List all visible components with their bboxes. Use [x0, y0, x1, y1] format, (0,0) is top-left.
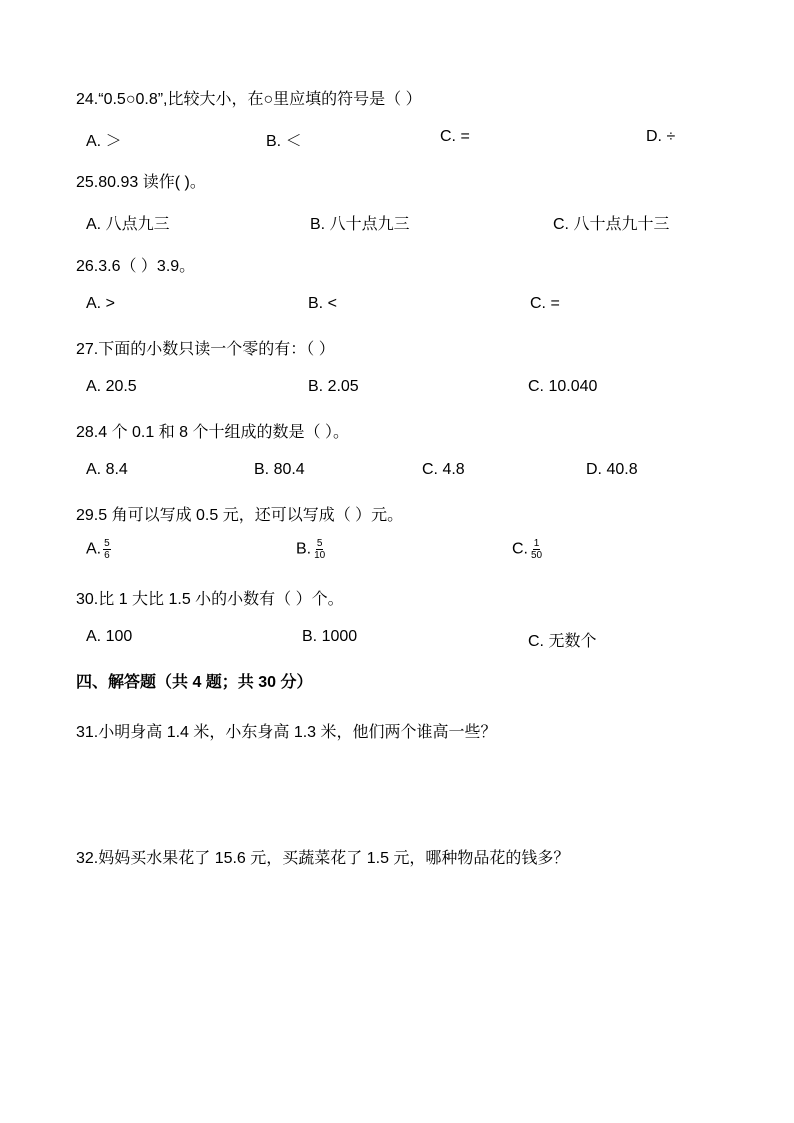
fraction-numerator: 5	[316, 538, 323, 549]
q29-option-a-label: A.	[86, 540, 102, 558]
question-30: 30.比 1 大比 1.5 小的小数有（ ）个。	[76, 591, 344, 608]
q28-option-a[interactable]: A. 8.4	[86, 461, 128, 478]
q29-option-c[interactable]	[512, 538, 543, 561]
question-26: 26.3.6（ ）3.9。	[76, 258, 196, 275]
fraction-numerator: 1	[533, 538, 540, 549]
q29-option-b[interactable]	[296, 538, 326, 561]
q25-option-c[interactable]: C. 八十点九十三	[553, 216, 670, 233]
q27-option-c[interactable]: C. 10.040	[528, 378, 598, 395]
question-27: 27.下面的小数只读一个零的有：（ ）	[76, 341, 335, 358]
q26-option-a[interactable]: A. >	[86, 295, 115, 312]
q24-option-a[interactable]: A. ＞	[86, 133, 122, 150]
q27-option-a[interactable]: A. 20.5	[86, 378, 137, 395]
q28-option-d[interactable]: D. 40.8	[586, 461, 638, 478]
q29-option-c-label: C.	[512, 540, 528, 558]
question-29: 29.5 角可以写成 0.5 元，还可以写成（ ）元。	[76, 507, 404, 524]
q28-option-c[interactable]: C. 4.8	[422, 461, 465, 478]
q27-option-b[interactable]: B. 2.05	[308, 378, 359, 395]
q28-option-b[interactable]: B. 80.4	[254, 461, 305, 478]
q30-option-a[interactable]: A. 100	[86, 628, 133, 645]
q24-option-d[interactable]: D. ÷	[646, 128, 676, 145]
fraction	[530, 538, 543, 561]
q25-option-b[interactable]: B. 八十点九三	[310, 216, 410, 233]
question-24: 24.“0.5○0.8”,比较大小，在○里应填的符号是（ ）	[76, 91, 422, 108]
q26-option-c[interactable]: C. =	[530, 295, 560, 312]
fraction	[313, 538, 326, 561]
fraction-numerator: 5	[104, 538, 110, 549]
q29-option-b-label: B.	[296, 540, 312, 558]
fraction-denominator: 10	[314, 550, 326, 561]
fraction-denominator: 6	[104, 550, 110, 561]
question-28: 28.4 个 0.1 和 8 个十组成的数是（ ）。	[76, 424, 349, 441]
q30-option-b[interactable]: B. 1000	[302, 628, 358, 645]
question-31: 31.小明身高 1.4 米，小东身高 1.3 米，他们两个谁高一些？	[76, 724, 497, 741]
fraction	[103, 538, 111, 561]
q30-option-c[interactable]: C. 无数个	[528, 633, 597, 650]
q26-option-b[interactable]: B. <	[308, 295, 337, 312]
q29-option-a[interactable]	[86, 538, 111, 561]
fraction-denominator: 50	[531, 550, 543, 561]
q24-option-c[interactable]: C. =	[440, 128, 470, 145]
q25-option-a[interactable]: A. 八点九三	[86, 216, 170, 233]
q24-option-b[interactable]: B. ＜	[266, 133, 302, 150]
question-25: 25.80.93 读作( )。	[76, 174, 206, 191]
section-heading: 四、解答题（共 4 题；共 30 分）	[76, 674, 313, 691]
question-32: 32.妈妈买水果花了 15.6 元，买蔬菜花了 1.5 元，哪种物品花的钱多？	[76, 850, 570, 867]
